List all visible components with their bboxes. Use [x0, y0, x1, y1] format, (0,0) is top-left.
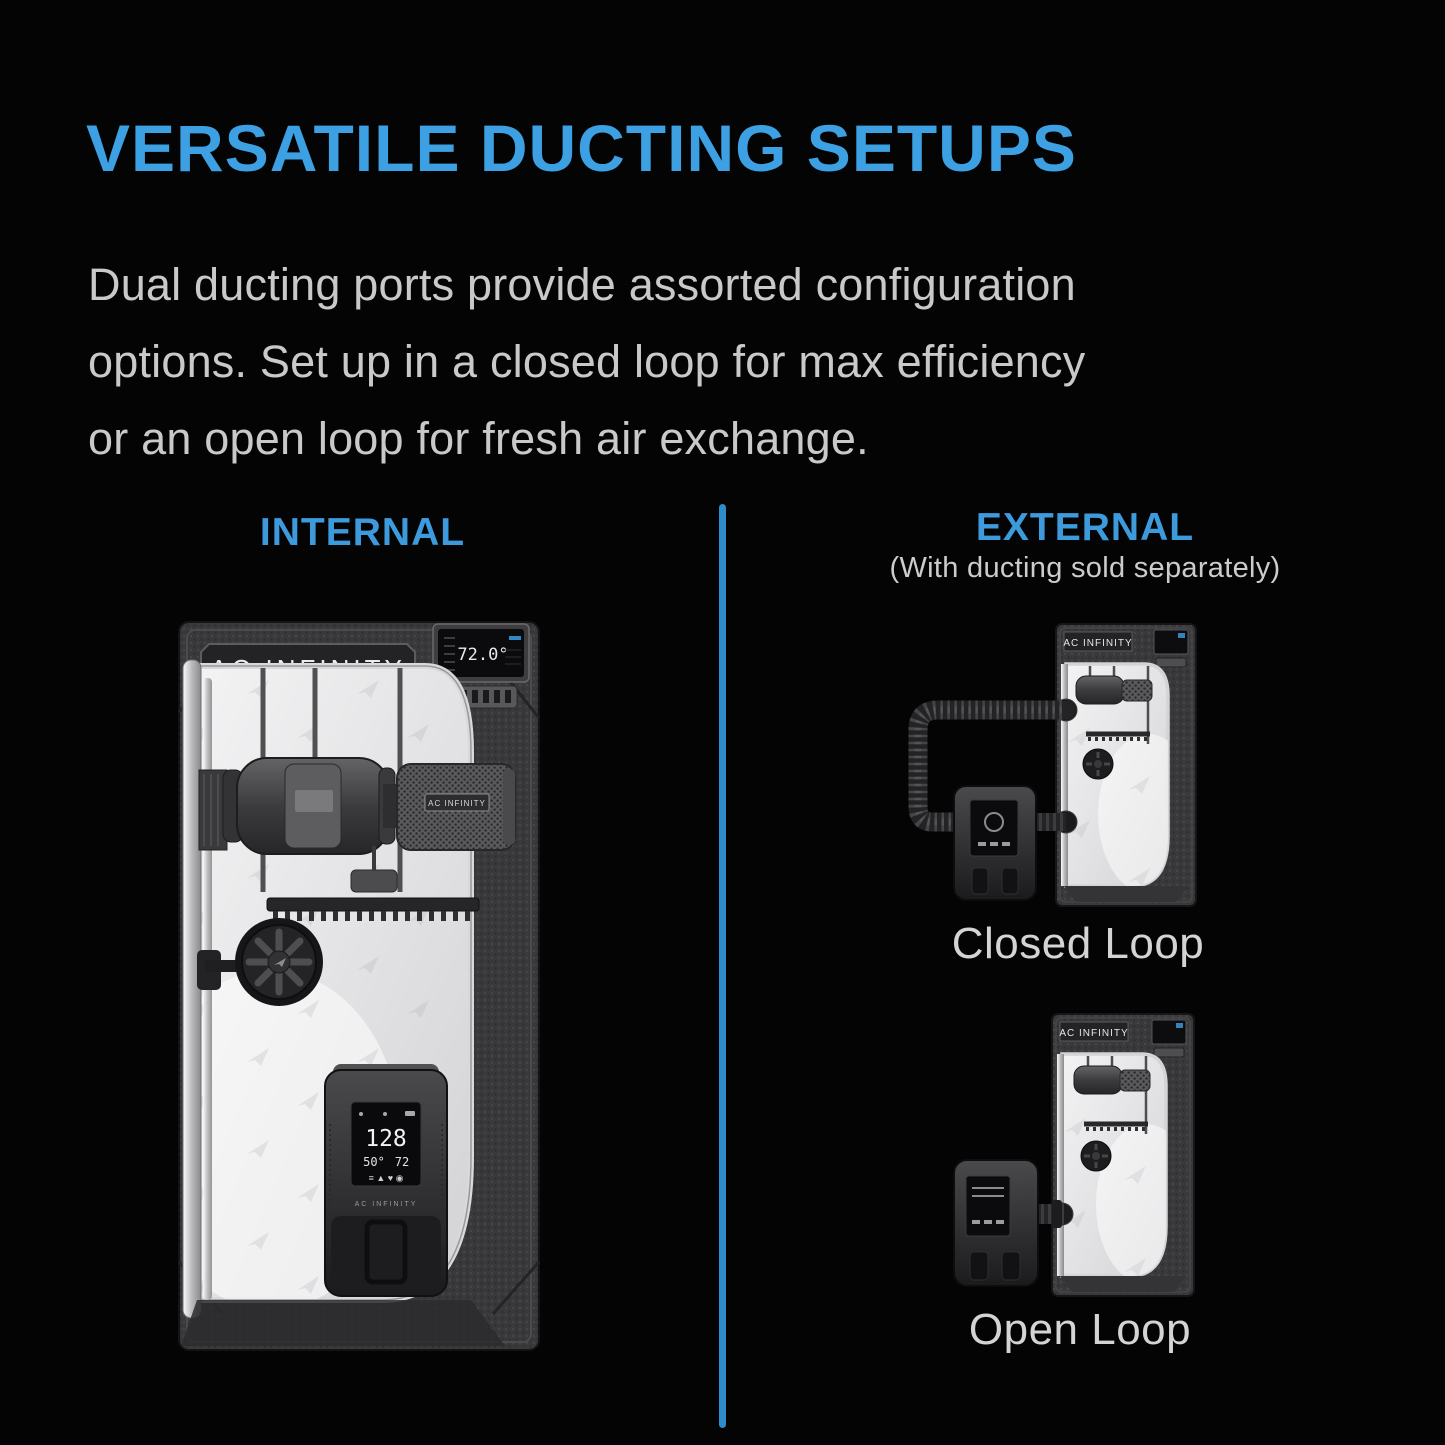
- external-unit-screen: [970, 800, 1018, 856]
- humidifier-brand-label: AC INFINITY: [354, 1201, 418, 1208]
- humidifier-icon: [325, 1064, 447, 1296]
- inline-fan-icon: [223, 758, 395, 854]
- filter-brand-label: AC INFINITY: [428, 799, 486, 808]
- carbon-filter-icon: [1122, 680, 1152, 701]
- inline-fan-icon: [1074, 1066, 1122, 1094]
- description-line: options. Set up in a closed loop for max efficiency: [88, 336, 1086, 387]
- controller-temp-reading: 72.0°: [457, 645, 509, 665]
- external-unit-icon: [954, 1160, 1038, 1286]
- humidifier-button-icons: ≡ ▲ ♥ ◉: [368, 1173, 404, 1183]
- closed-loop-tent: [1055, 624, 1198, 906]
- external-section-subtitle: (With ducting sold separately): [889, 552, 1281, 584]
- clip-fan-icon: [1083, 749, 1113, 779]
- closed-loop-caption: Closed Loop: [951, 919, 1205, 968]
- humidifier-humidity-reading: 50°: [363, 1155, 385, 1169]
- humidifier-temp-reading: 72: [394, 1155, 410, 1169]
- clip-fan-icon: [1081, 1141, 1111, 1171]
- external-section-label: EXTERNAL: [975, 506, 1195, 549]
- door-pole: [183, 660, 201, 1318]
- description-line: or an open loop for fresh air exchange.: [88, 413, 869, 464]
- tent-floor: [1064, 886, 1188, 902]
- controller-indicator: [509, 636, 521, 640]
- tent-floor: [181, 1300, 505, 1346]
- carbon-filter-icon: [383, 764, 515, 850]
- external-unit-screen: [966, 1176, 1010, 1236]
- humidifier-main-reading: 128: [365, 1126, 407, 1152]
- page-title: VERSATILE DUCTING SETUPS: [86, 111, 1077, 185]
- brand-label: AC INFINITY: [1059, 1028, 1129, 1039]
- external-unit-icon: [954, 786, 1036, 900]
- section-divider-line: [719, 504, 726, 1428]
- humidifier-base: [331, 1216, 441, 1290]
- inline-fan-icon: [1076, 676, 1124, 704]
- internal-tent-illustration: [175, 620, 543, 1352]
- door-pole: [1057, 1054, 1064, 1276]
- brand-label: AC INFINITY: [1063, 638, 1133, 649]
- open-loop-illustration: [948, 1012, 1200, 1302]
- description-line: Dual ducting ports provide assorted configuration: [88, 259, 1076, 310]
- open-loop-caption: Open Loop: [968, 1305, 1192, 1354]
- internal-section-label: INTERNAL: [259, 511, 466, 554]
- page-description: [88, 246, 1418, 477]
- closed-loop-illustration: [898, 620, 1200, 912]
- carbon-filter-icon: [1120, 1070, 1150, 1091]
- door-pole: [1061, 664, 1068, 886]
- open-loop-tent: [1051, 1014, 1196, 1296]
- tent-floor: [1060, 1276, 1186, 1292]
